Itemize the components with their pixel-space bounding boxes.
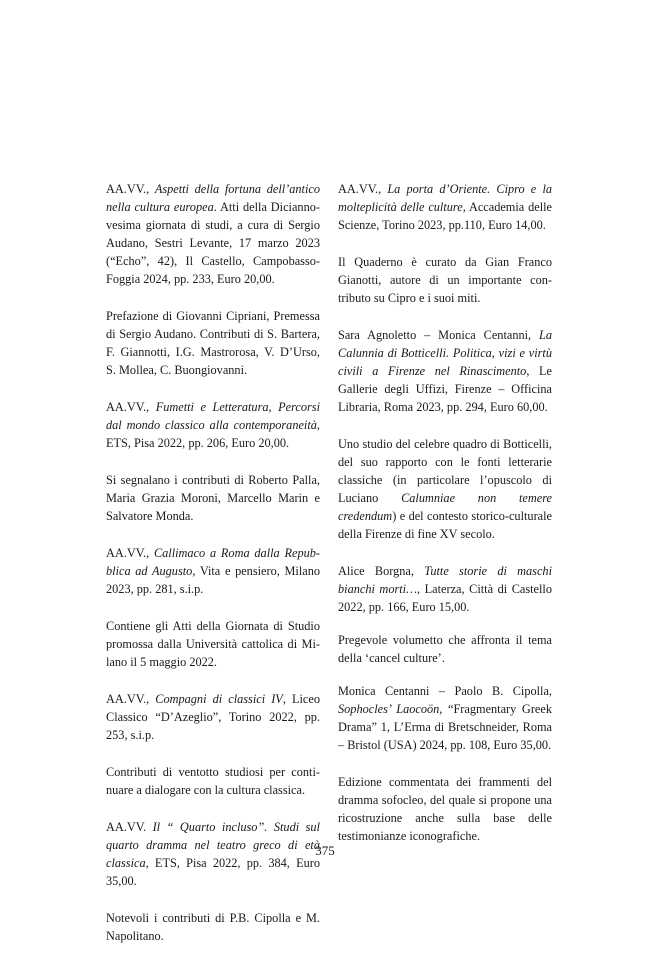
text-entry <box>106 690 320 744</box>
entry-text: Edizione commentata dei frammenti del dramma sofocleo, del quale si propone una ricostruzione anche sulla base delle testimonianze iconografiche. <box>338 775 552 843</box>
entry-text: Monica Centanni – Paolo B. Cipolla, <box>338 684 552 698</box>
entry-text: , Vita e pensiero, Milano 2023, pp. 281, s.i.p. <box>106 564 320 596</box>
entry-text: Il Quaderno è curato da Gian Franco Gianotti, autore di un importante contributo su Cipro e i suoi miti. <box>338 255 552 305</box>
text-entry <box>106 617 320 671</box>
text-entry <box>106 763 320 799</box>
entry-text: , Liceo Classico “D’Azeglio”, Torino 2022, pp. 253, s.i.p. <box>106 692 320 742</box>
entry-text: AA.VV. <box>106 820 153 834</box>
entry-text: , “Fragmentary Greek Drama” 1, L’Erma di Bretschneider, Roma – Bristol (USA) 2024, pp. 108, Euro 35,00. <box>338 702 552 752</box>
text-entry <box>338 682 552 754</box>
italic-title-text: Tutte storie di maschi bianchi morti… <box>338 564 552 596</box>
page-number: 375 <box>315 843 335 858</box>
text-entry <box>106 909 320 945</box>
italic-title-text: Compagni di classici IV <box>155 692 283 706</box>
italic-title-text: La Calunnia di Botticelli. Politica, vizi e virtù civili a Firenze nel Rinascimento <box>338 328 552 378</box>
text-entry <box>338 773 552 845</box>
entry-text: AA.VV., <box>106 182 155 196</box>
entry-text: Si segnalano i contributi di Roberto Palla, Maria Grazia Moroni, Marcello Marin e Salvatore Monda. <box>106 473 320 523</box>
italic-title-text: La porta d’Oriente. Cipro e la molteplicità delle culture <box>338 182 553 214</box>
text-entry <box>106 544 320 598</box>
entry-text: AA.VV., <box>106 400 156 414</box>
italic-title-text: Calumniae non temere credendum <box>338 491 552 523</box>
entry-text: Contiene gli Atti della Giornata di Studio promossa dalla Università cattolica di Milano il 5 maggio 2022. <box>106 619 320 669</box>
entry-text: Alice Borgna, <box>338 564 425 578</box>
italic-title-text: Sophocles’ Laocoön <box>338 702 440 716</box>
italic-title-text: Aspetti della fortuna dell’antico nella cultura europea <box>106 182 320 214</box>
entry-text: AA.VV., <box>338 182 388 196</box>
entry-text: . Atti della Diciannovesima giornata di studi, a cura di Sergio Audano, Sestri Levante, 17 marzo 2023 (“Echo”, 42), Il Castello, Campobasso-Foggia 2024, pp. 233, Euro 20,00. <box>106 200 320 286</box>
entry-text: , ETS, Pisa 2022, pp. 206, Euro 20,00. <box>106 418 320 450</box>
text-entry <box>338 562 552 616</box>
italic-title-text: Il “ Quarto incluso”. Studi sul quarto dramma nel teatro greco di età classica <box>106 820 320 870</box>
entry-text: , Accademia delle Scienze, Torino 2023, pp.110, Euro 14,00. <box>338 200 552 232</box>
text-entry <box>338 435 552 543</box>
italic-title-text: Fumetti e Letteratura, Percorsi dal mondo classico alla contemporaneità <box>106 400 321 432</box>
text-entry <box>338 631 552 667</box>
entry-text: AA.VV., <box>106 692 156 706</box>
text-entry <box>338 326 552 416</box>
text-entry <box>106 180 320 288</box>
entry-text: , Le Gallerie degli Uffizi, Firenze – Officina Libraria, Roma 2023, pp. 294, Euro 60,00. <box>338 364 553 414</box>
entry-text: Sara Agnoletto – Monica Centanni, <box>338 328 539 342</box>
entry-text: ) e del contesto storico-culturale della Firenze di fine XV secolo. <box>338 509 552 541</box>
text-entry <box>106 398 320 452</box>
right-column <box>338 180 552 864</box>
entry-text: Notevoli i contributi di P.B. Cipolla e M. Napolitano. <box>106 911 320 943</box>
entry-text: , Laterza, Città di Castello 2022, pp. 166, Euro 15,00. <box>338 582 552 614</box>
entry-text: , ETS, Pisa 2022, pp. 384, Euro 35,00. <box>106 856 320 888</box>
text-entry <box>106 471 320 525</box>
entry-text: Pregevole volumetto che affronta il tema della ‘cancel culture’. <box>338 633 552 665</box>
text-entry <box>338 180 552 234</box>
italic-title-text: Callimaco a Roma dalla Repubblica ad Augusto <box>106 546 320 578</box>
text-entry <box>338 253 552 307</box>
entry-text: AA.VV., <box>106 546 154 560</box>
entry-text: Uno studio del celebre quadro di Botticelli, del suo rapporto con le fonti letterarie classiche (in particolare l’opuscolo di Luciano <box>338 437 552 505</box>
entry-text: Contributi di ventotto studiosi per continuare a dialogare con la cultura classica. <box>106 765 320 797</box>
entry-text: Prefazione di Giovanni Cipriani, Premessa di Sergio Audano. Contributi di S. Bartera, F. Giannotti, I.G. Mastrorosa, V. D’Urso, S. Mollea, C. Buongiovanni. <box>106 309 320 377</box>
text-entry <box>106 307 320 379</box>
